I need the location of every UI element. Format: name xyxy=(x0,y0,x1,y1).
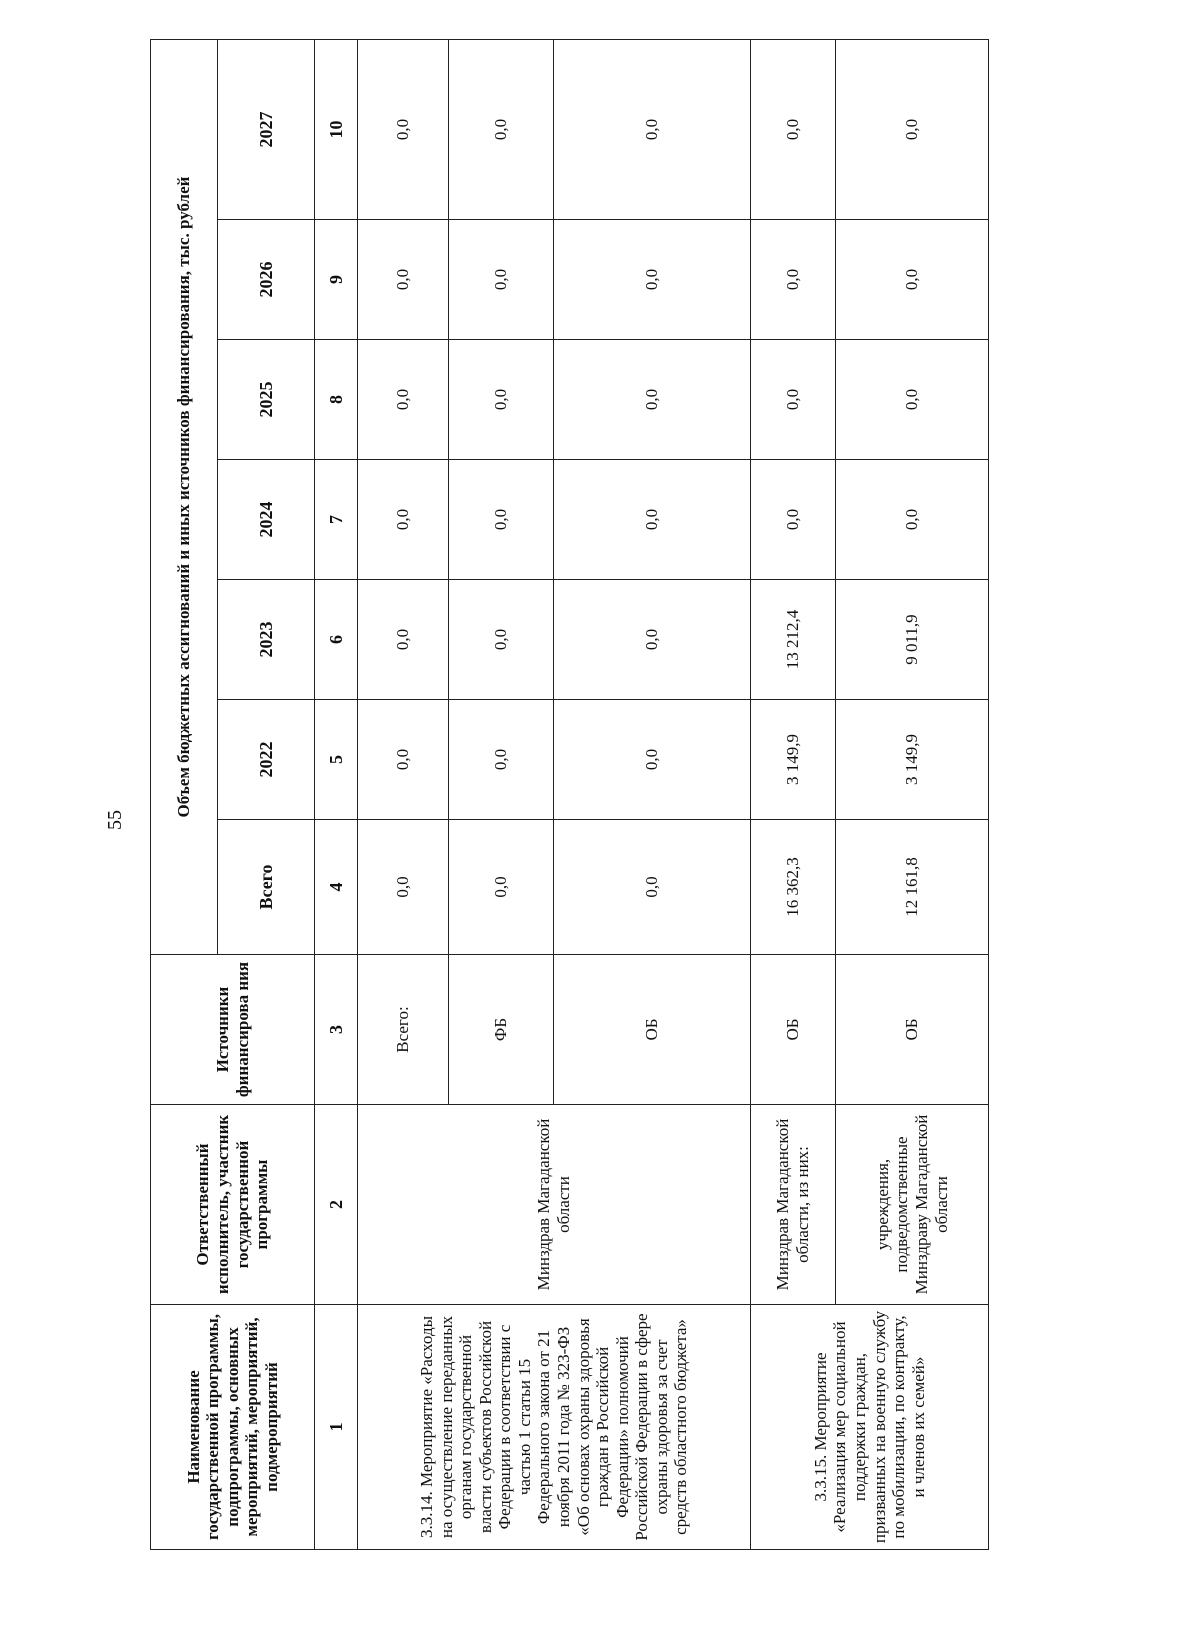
header-year: 2023 xyxy=(218,580,315,700)
value-cell: 12 161,8 xyxy=(836,820,989,955)
header-year: 2026 xyxy=(218,220,315,340)
value-cell: 0,0 xyxy=(554,340,751,460)
header-year: Всего xyxy=(218,820,315,955)
value-cell: 0,0 xyxy=(836,460,989,580)
executor-cell: учреждения, подведомственные Минздраву Магаданской области xyxy=(836,1105,989,1305)
value-cell: 0,0 xyxy=(449,700,554,820)
column-numbers-row xyxy=(315,40,358,1550)
header-name: Наименование государственной программы, подпрограммы, основных мероприятий, мероприятий, подмероприятий xyxy=(151,1305,315,1550)
value-cell: 0,0 xyxy=(751,220,836,340)
column-number: 5 xyxy=(315,700,358,820)
value-cell: 0,0 xyxy=(358,40,449,220)
table-row xyxy=(751,40,836,1550)
source-cell: Всего: xyxy=(358,955,449,1105)
value-cell: 0,0 xyxy=(554,40,751,220)
value-cell: 0,0 xyxy=(554,580,751,700)
financing-table xyxy=(150,39,989,1550)
value-cell: 16 362,3 xyxy=(751,820,836,955)
value-cell: 0,0 xyxy=(836,40,989,220)
value-cell: 0,0 xyxy=(751,460,836,580)
value-cell: 0,0 xyxy=(554,460,751,580)
header-year: 2025 xyxy=(218,340,315,460)
activity-name: 3.3.14. Мероприятие «Расходы на осуществление переданных органам государственной власти субъектов Российской Федерации в соответствии с частью 1 статьи 15 Федерального закона от 21 ноября 2011 года № 323-ФЗ «Об основах охраны здоровья граждан в Российской Федерации» полномочий Российской Федерации в сфере охраны здоровья за счет средств областного бюджета» xyxy=(358,1305,751,1550)
column-number: 2 xyxy=(315,1105,358,1305)
source-cell: ФБ xyxy=(449,955,554,1105)
column-number: 1 xyxy=(315,1305,358,1550)
value-cell: 0,0 xyxy=(449,580,554,700)
value-cell: 0,0 xyxy=(751,340,836,460)
value-cell: 13 212,4 xyxy=(751,580,836,700)
page-number: 55 xyxy=(104,810,126,830)
value-cell: 0,0 xyxy=(449,40,554,220)
value-cell: 0,0 xyxy=(751,40,836,220)
column-number: 3 xyxy=(315,955,358,1105)
column-number: 7 xyxy=(315,460,358,580)
value-cell: 0,0 xyxy=(836,340,989,460)
column-number: 4 xyxy=(315,820,358,955)
header-sources: Источники финансирова ния xyxy=(151,955,315,1105)
value-cell: 0,0 xyxy=(358,340,449,460)
value-cell: 0,0 xyxy=(449,460,554,580)
column-number: 8 xyxy=(315,340,358,460)
table-row xyxy=(358,40,449,1550)
rotated-table-container xyxy=(150,40,970,1550)
executor-cell: Минздрав Магаданской области, из них: xyxy=(751,1105,836,1305)
value-cell: 0,0 xyxy=(554,700,751,820)
value-cell: 0,0 xyxy=(449,820,554,955)
source-cell: ОБ xyxy=(554,955,751,1105)
executor-cell: Минздрав Магаданской области xyxy=(358,1105,751,1305)
column-number: 9 xyxy=(315,220,358,340)
value-cell: 0,0 xyxy=(358,460,449,580)
header-year: 2024 xyxy=(218,460,315,580)
header-year: 2027 xyxy=(218,40,315,220)
value-cell: 0,0 xyxy=(449,220,554,340)
header-year: 2022 xyxy=(218,700,315,820)
value-cell: 0,0 xyxy=(554,820,751,955)
value-cell: 0,0 xyxy=(449,340,554,460)
source-cell: ОБ xyxy=(836,955,989,1105)
source-cell: ОБ xyxy=(751,955,836,1105)
value-cell: 9 011,9 xyxy=(836,580,989,700)
value-cell: 3 149,9 xyxy=(836,700,989,820)
activity-name: 3.3.15. Мероприятие «Реализация мер социальной поддержки граждан, призванных на военную службу по мобилизации, по контракту, и членов их семей» xyxy=(751,1305,989,1550)
value-cell: 0,0 xyxy=(358,580,449,700)
header-volume: Объем бюджетных ассигнований и иных источников финансирования, тыс. рублей xyxy=(151,40,218,955)
header-executor: Ответственный исполнитель, участник государственной программы xyxy=(151,1105,315,1305)
value-cell: 0,0 xyxy=(836,220,989,340)
value-cell: 0,0 xyxy=(358,700,449,820)
value-cell: 3 149,9 xyxy=(751,700,836,820)
value-cell: 0,0 xyxy=(554,220,751,340)
value-cell: 0,0 xyxy=(358,220,449,340)
value-cell: 0,0 xyxy=(358,820,449,955)
column-number: 6 xyxy=(315,580,358,700)
column-number: 10 xyxy=(315,40,358,220)
